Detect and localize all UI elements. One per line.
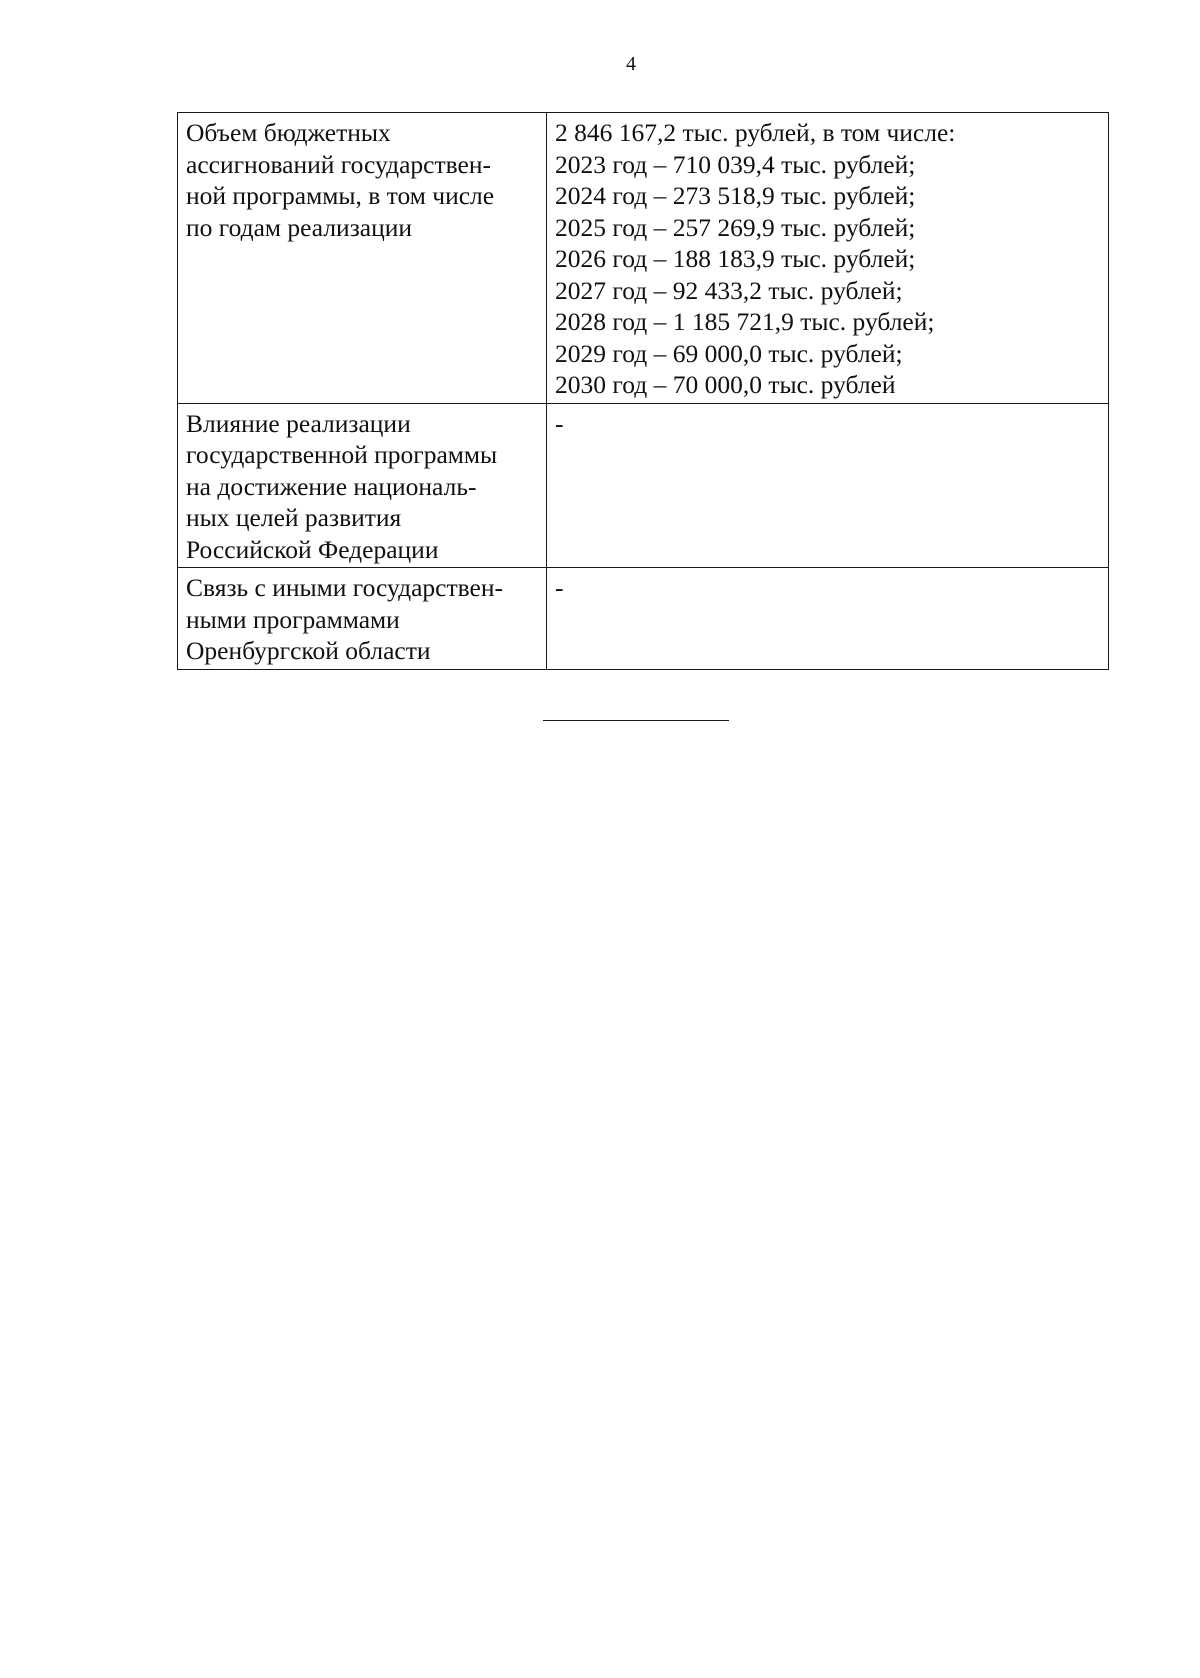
value-dash: -: [555, 573, 564, 602]
label-line: на достижение националь-: [186, 471, 477, 501]
budget-year-line-2024: 2024 год – 273 518,9 тыс. рублей;: [555, 181, 916, 210]
label-line: ассигнований государствен-: [186, 149, 491, 179]
budget-allocations-label: [178, 113, 547, 404]
end-of-document-rule: [543, 720, 729, 721]
budget-year-line-2026: 2026 год – 188 183,9 тыс. рублей;: [555, 244, 916, 273]
label-line: ных целей развития: [186, 503, 402, 532]
budget-year-line-2025: 2025 год – 257 269,9 тыс. рублей;: [555, 212, 916, 242]
budget-year-line-2030: 2030 год – 70 000,0 тыс. рублей: [555, 370, 896, 399]
label-line: по годам реализации: [186, 212, 413, 242]
label-line: Российской Федерации: [186, 534, 439, 564]
label-line: Объем бюджетных: [186, 118, 391, 147]
table-row-national-goals: [178, 403, 1109, 568]
related-programs-label: [178, 568, 547, 670]
page-number: 4: [626, 53, 636, 75]
national-goals-label: [178, 403, 547, 568]
budget-year-line-2028: 2028 год – 1 185 721,9 тыс. рублей;: [555, 307, 935, 336]
related-programs-value: [547, 568, 1109, 670]
label-line: ной программы, в том числе: [186, 181, 495, 210]
table-row-related-programs: [178, 568, 1109, 670]
budget-total-line: 2 846 167,2 тыс. рублей, в том числе:: [555, 118, 956, 147]
national-goals-value: [547, 403, 1109, 568]
label-line: Связь с иными государствен-: [186, 573, 503, 602]
label-line: государственной программы: [186, 440, 498, 469]
budget-year-line-2029: 2029 год – 69 000,0 тыс. рублей;: [555, 338, 903, 368]
budget-year-line-2027: 2027 год – 92 433,2 тыс. рублей;: [555, 275, 903, 305]
label-line: ными программами: [186, 604, 400, 634]
value-dash: -: [555, 408, 564, 438]
budget-allocations-value: [547, 113, 1109, 404]
label-line: Оренбургской области: [186, 636, 431, 665]
program-passport-table: [177, 112, 1109, 670]
table-row-budget-allocations: [178, 113, 1109, 404]
label-line: Влияние реализации: [186, 408, 411, 438]
budget-year-line-2023: 2023 год – 710 039,4 тыс. рублей;: [555, 149, 916, 179]
